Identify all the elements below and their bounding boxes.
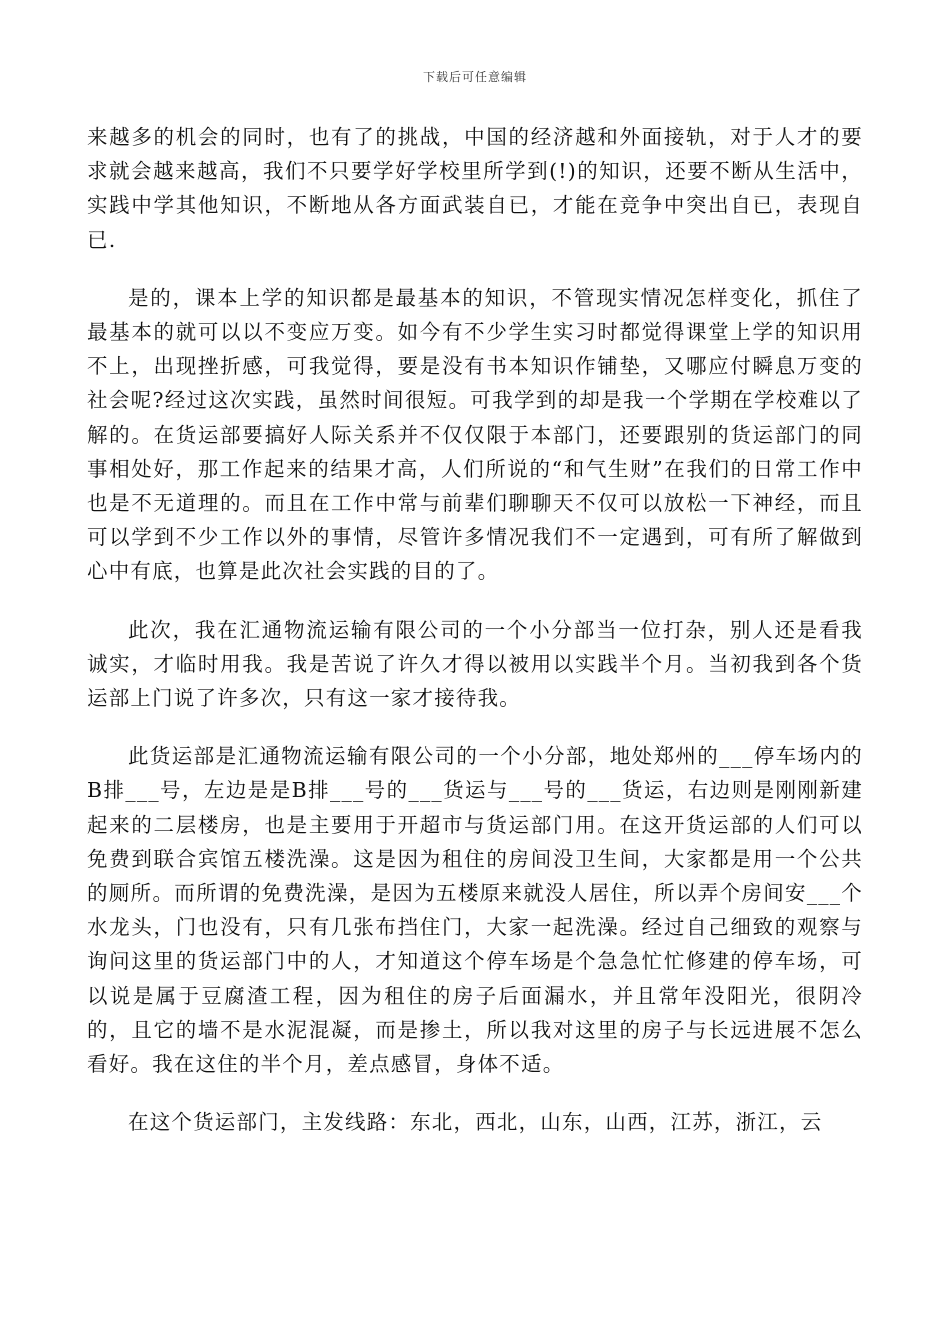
paragraph-spacer (87, 257, 863, 281)
paragraph-spacer (87, 1081, 863, 1105)
paragraph: 是的，课本上学的知识都是最基本的知识，不管现实情况怎样变化，抓住了最基本的就可以以不变应万变。如今有不少学生实习时都觉得课堂上学的知识用不上，出现挫折感，可我觉得，要是没有书本知识作铺垫，又哪应付瞬息万变的社会呢?经过这次实践，虽然时间很短。可我学到的却是我一个学期在学校难以了解的。在货运部要搞好人际关系并不仅仅限于本部门，还要跟别的货运部门的同事相处好，那工作起来的结果才高，人们所说的“和气生财”在我们的日常工作中也是不无道理的。而且在工作中常与前辈们聊聊天不仅可以放松一下神经，而且可以学到不少工作以外的事情，尽管许多情况我们不一定遇到，可有所了解做到心中有底，也算是此次社会实践的目的了。 (87, 285, 863, 584)
paragraph: 在这个货运部门，主发线路：东北，西北，山东，山西，江苏，浙江，云 (128, 1110, 823, 1135)
paragraph: 来越多的机会的同时，也有了的挑战，中国的经济越和外面接轨，对于人才的要求就会越来越高，我们不只要学好学校里所学到(!)的知识，还要不断从生活中，实践中学其他知识，不断地从各方面武装自已，才能在竞争中突出自已，表现自已. (87, 125, 863, 252)
paragraph: 此次，我在汇通物流运输有限公司的一个小分部当一位打杂，别人还是看我诚实，才临时用我。我是苦说了许久才得以被用以实践半个月。当初我到各个货运部上门说了许多次，只有这一家才接待我。 (87, 617, 863, 711)
page-header: 下载后可任意编辑 (422, 70, 527, 84)
paragraph-spacer (87, 589, 863, 613)
paragraph: 此货运部是汇通物流运输有限公司的一个小分部，地处郑州的___停车场内的B排___号，左边是是B排___号的___货运与___号的___货运，右边则是刚刚新建起来的二层楼房，也是主要用于开超市与货运部门用。在这开货运部的人们可以免费到联合宾馆五楼洗澡。这是因为租住的房间没卫生间，大家都是用一个公共的厕所。而所谓的免费洗澡，是因为五楼原来就没人居住，所以弄个房间安___个水龙头，门也没有，只有几张布挡住门，大家一起洗澡。经过自己细致的观察与询问这里的货运部门中的人，才知道这个停车场是个急急忙忙修建的停车场，可以说是属于豆腐渣工程，因为租住的房子后面漏水，并且常年没阳光，很阴冷的，且它的墙不是水泥混凝，而是掺土，所以我对这里的房子与长远进展不怎么看好。我在这住的半个月，差点感冒，身体不适。 (87, 744, 863, 1077)
document-body (87, 120, 863, 1139)
paragraph-spacer (87, 715, 863, 739)
